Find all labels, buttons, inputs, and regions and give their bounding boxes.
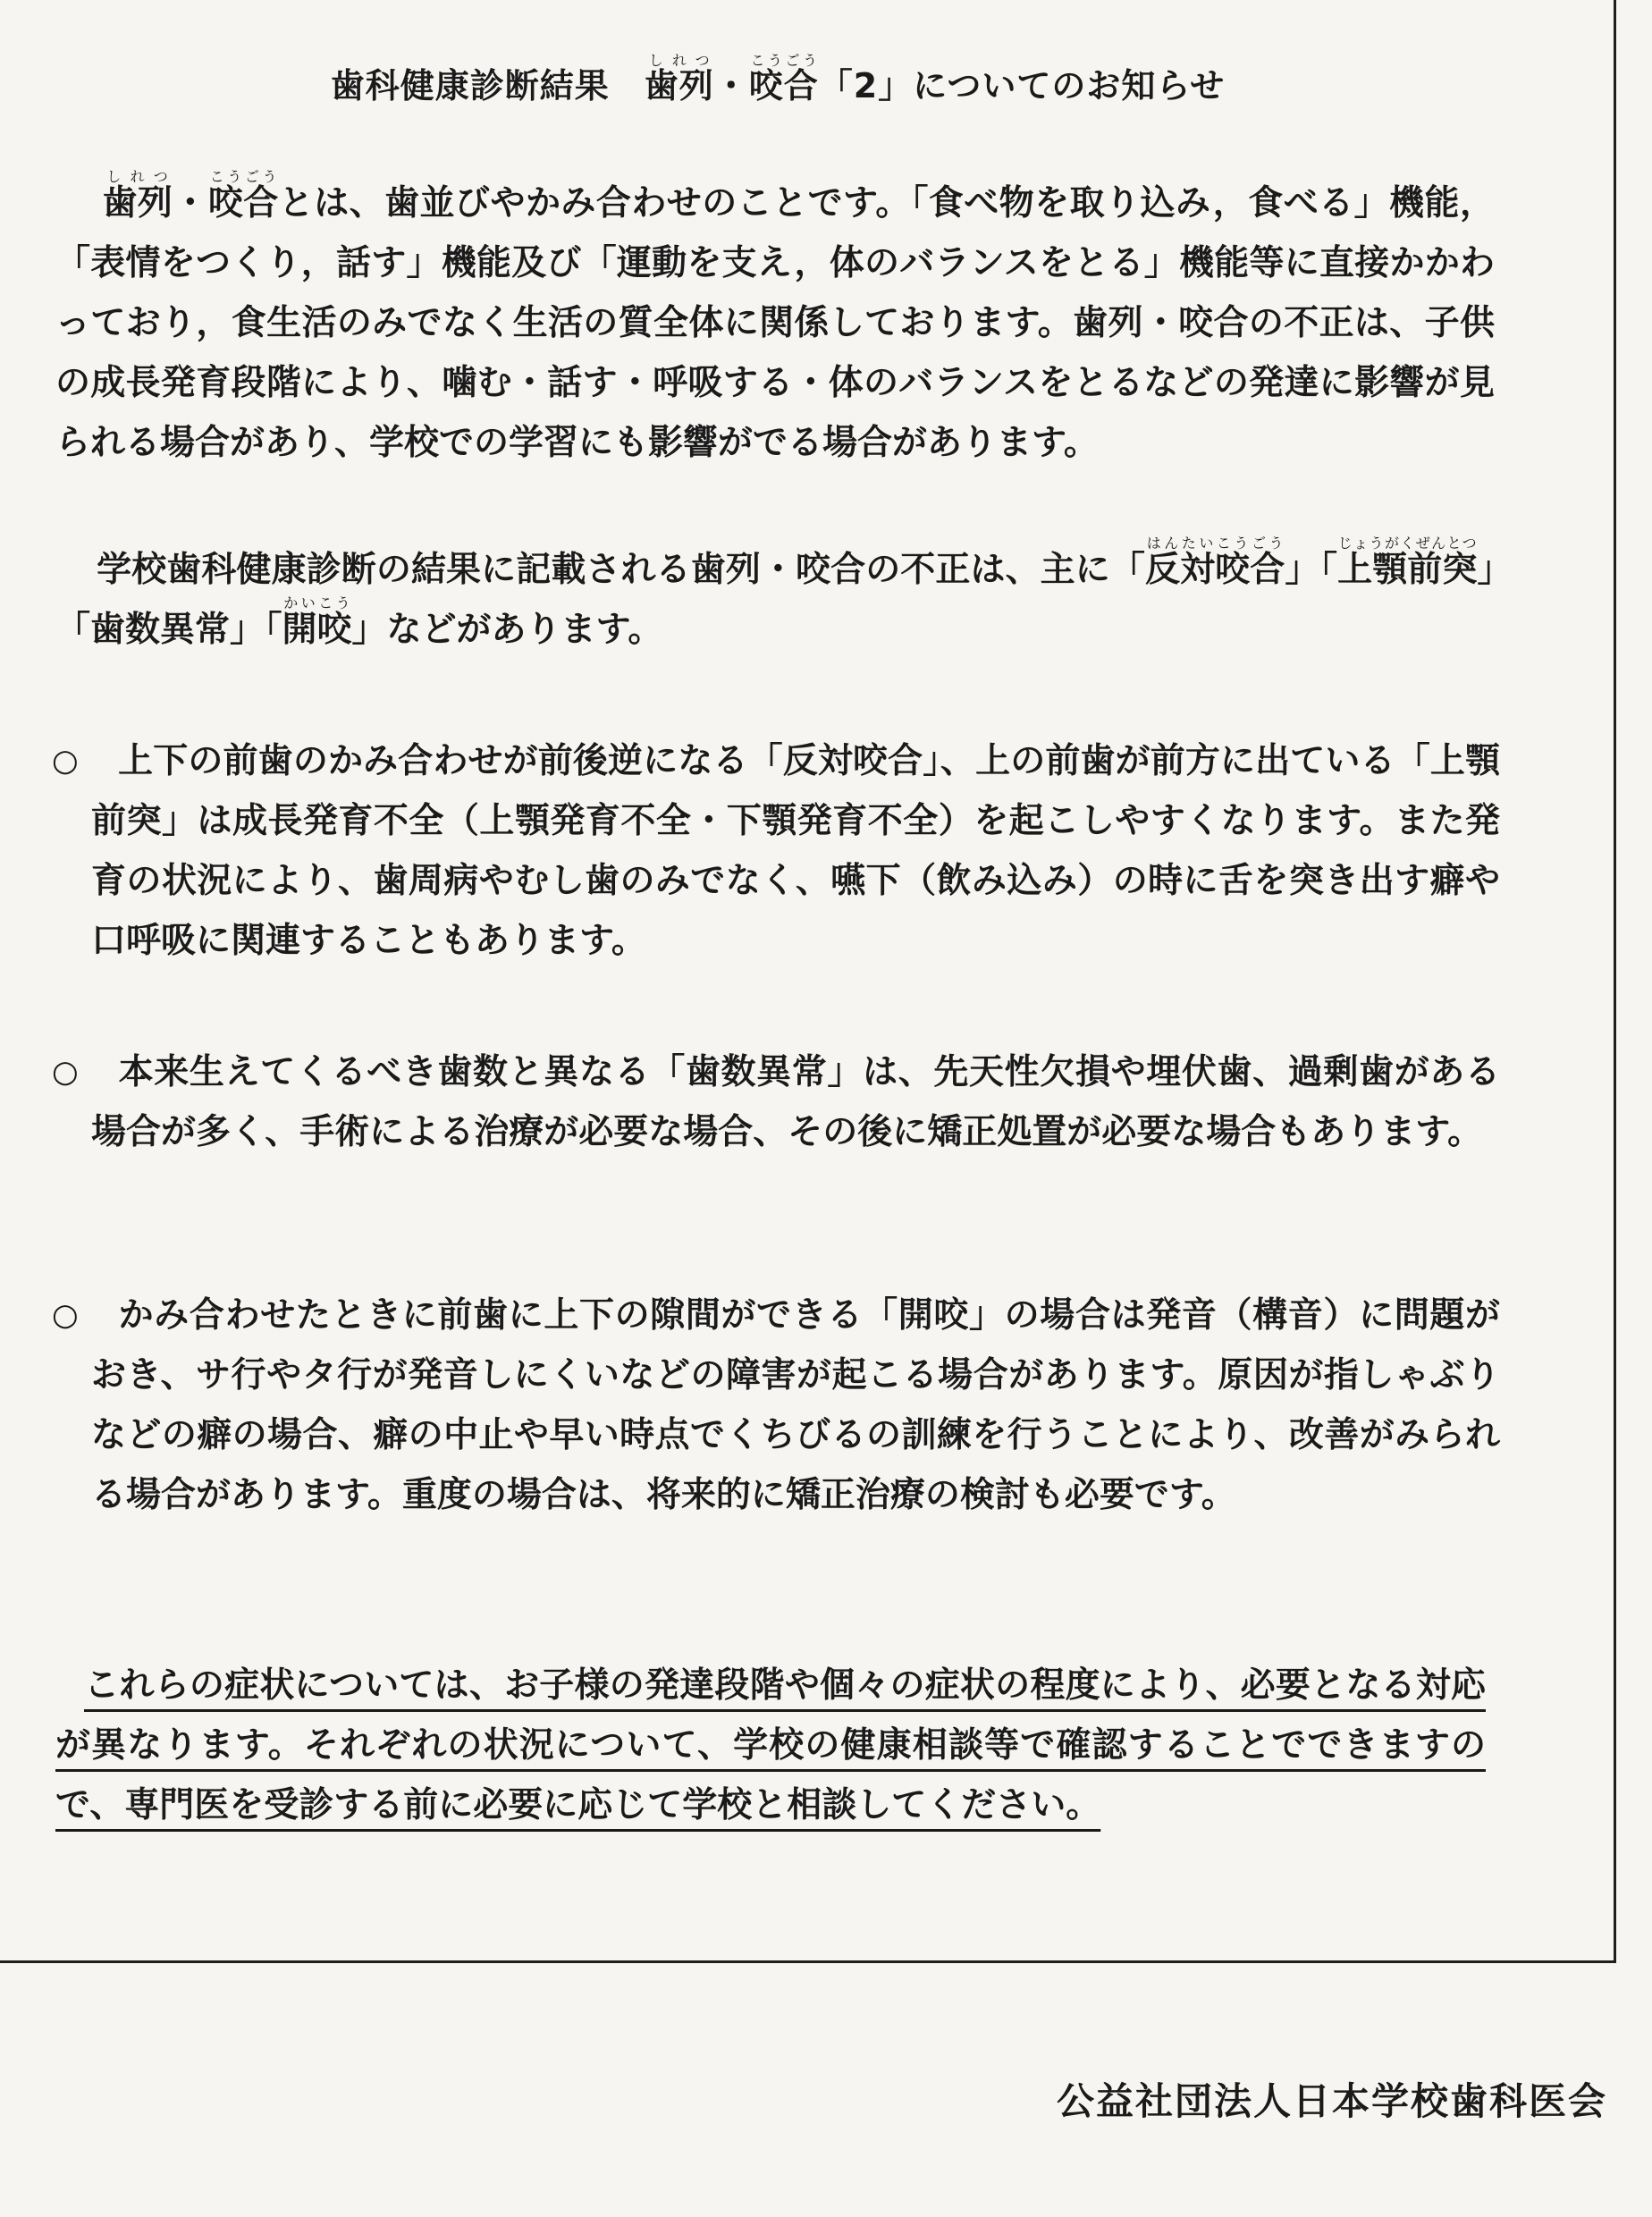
term-kaikou: 開咬かいこう	[282, 594, 352, 650]
intro-separator: ・	[173, 183, 208, 223]
bullet-item-tooth-count	[52, 1042, 1500, 1162]
bullet-text: 上下の前歯のかみ合わせが前後逆になる「反対咬合」、上の前歯が前方に出ている「上顎前突」は成長発育不全（上顎発育不全・下顎発育不全）を起こしやすくなります。また発育の状況により、歯周病やむし歯のみでなく、嚥下（飲み込み）の時に舌を突き出す癖や口呼吸に関連することもあります。	[91, 741, 1500, 961]
title-separator: ・	[713, 66, 749, 105]
circle-bullet-icon: ○	[52, 1054, 79, 1090]
term-hantaikougou: 反対咬合はんたいこうごう	[1144, 535, 1285, 590]
intro-text: とは、歯並びやかみ合わせのことです。「食べ物を取り込み，食べる」機能，「表情をつくり，話す」機能及び「運動を支え，体のバランスをとる」機能等に直接かかわっており，食生活のみでなく生活の質全体に関係しております。歯列・咬合の不正は、子供の成長発育段階により、噛む・話す・呼吸する・体のバランスをとるなどの発達に影響が見られる場合があり、学校での学習にも影響がでる場合があります。	[55, 183, 1495, 463]
terms-text-mid1: 」「	[1285, 550, 1338, 590]
bullet-item-reverse-bite	[52, 731, 1500, 971]
terms-text-after: 」などがあります。	[351, 610, 663, 650]
bullet-item-open-bite	[52, 1286, 1500, 1525]
organization-name: 公益社団法人日本学校歯科医会	[1056, 2079, 1607, 2123]
terms-paragraph	[55, 535, 1495, 660]
title-prefix: 歯科健康診断結果	[330, 66, 645, 105]
page-title	[0, 52, 1555, 115]
closing-note	[55, 1656, 1486, 1835]
ruby-shiretsu: しれつ	[644, 52, 714, 69]
title-word-kougou: 咬合こうごう	[748, 52, 819, 105]
ruby-kougou: こうごう	[748, 52, 819, 69]
intro-paragraph	[55, 168, 1495, 473]
closing-note-text: これらの症状については、お子様の発達段階や個々の症状の程度により、必要となる対応が異なります。それぞれの状況について、学校の健康相談等で確認することでできますので、専門医を受診する前に必要に応じて学校と相談してください。	[55, 1665, 1486, 1825]
intro-word-shiretsu: 歯列しれつ	[102, 168, 173, 223]
bullet-text: 本来生えてくるべき歯数と異なる「歯数異常」は、先天性欠損や埋伏歯、過剰歯がある場合が多く、手術による治療が必要な場合、その後に矯正処置が必要な場合もあります。	[91, 1052, 1500, 1152]
title-suffix: 「2」についてのお知らせ	[818, 66, 1226, 105]
term-jougakuzentotsu: 上顎前突じょうがくぜんとつ	[1337, 535, 1478, 590]
terms-text-before: 学校歯科健康診断の結果に記載される歯列・咬合の不正は、主に「	[97, 550, 1145, 590]
bullet-text: かみ合わせたときに前歯に上下の隙間ができる「開咬」の場合は発音（構音）に問題がおき、サ行やタ行が発音しにくいなどの障害が起こる場合があります。原因が指しゃぶりなどの癖の場合、癖の中止や早い時点でくちびるの訓練を行うことにより、改善がみられる場合があります。重度の場合は、将来的に矯正治療の検討も必要です。	[91, 1295, 1500, 1515]
circle-bullet-icon: ○	[52, 743, 79, 779]
terms-text-mid2: 」「歯数異常」「	[55, 550, 1495, 650]
title-word-shiretsu: 歯列しれつ	[644, 52, 714, 105]
circle-bullet-icon: ○	[52, 1297, 79, 1333]
intro-word-kougou: 咬合こうごう	[207, 168, 279, 223]
